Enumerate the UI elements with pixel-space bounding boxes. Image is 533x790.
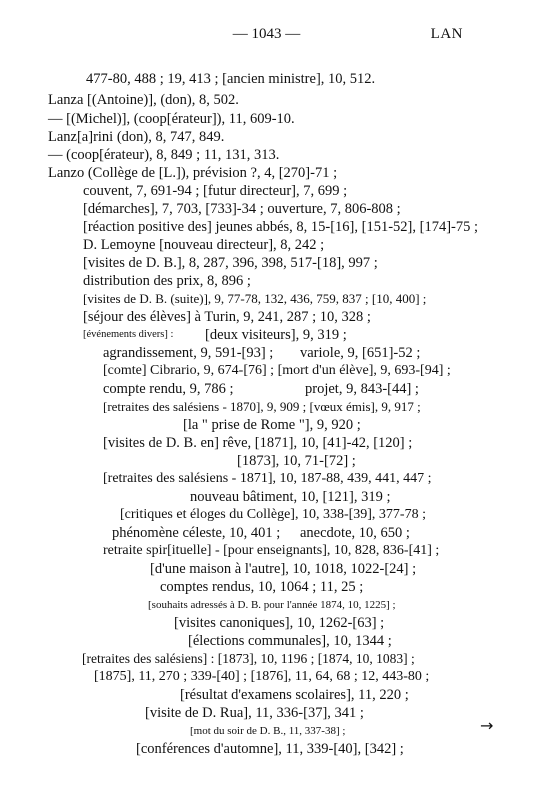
index-line: couvent, 7, 691-94 ; [futur directeur], 7, 699 ; [83, 183, 348, 199]
index-line: [souhaits adressés à D. B. pour l'année 1874, 10, 1225] ; [148, 599, 396, 611]
index-line: [visite de D. Rua], 11, 336-[37], 341 ; [145, 705, 364, 721]
index-line: [visites de D. B. (suite)], 9, 77-78, 132, 436, 759, 837 ; [10, 400] ; [83, 291, 427, 306]
running-head: LAN [430, 26, 463, 42]
index-line: [deux visiteurs], 9, 319 ; [205, 327, 347, 343]
index-line: [la " prise de Rome "], 9, 920 ; [183, 417, 361, 433]
index-line: [visites de D. B. en] rêve, [1871], 10, [41]-42, [120] ; [103, 435, 413, 451]
index-line: nouveau bâtiment, 10, [121], 319 ; [190, 489, 391, 505]
index-line: [réaction positive des] jeunes abbés, 8, 15-[16], [151-52], [174]-75 ; [83, 219, 479, 235]
index-line: [1873], 10, 71-[72] ; [237, 453, 356, 469]
index-line: — [(Michel)], (coop[érateur]), 11, 609-10. [48, 111, 295, 127]
index-line: [comte] Cibrario, 9, 674-[76] ; [mort d'un élève], 9, 693-[94] ; [103, 363, 451, 378]
index-line: agrandissement, 9, 591-[93] ; [103, 345, 274, 361]
index-line: [retraites des salésiens - 1870], 9, 909 ; [vœux émis], 9, 917 ; [103, 399, 421, 414]
index-line: comptes rendus, 10, 1064 ; 11, 25 ; [160, 579, 364, 595]
index-line: [retraites des salésiens - 1871], 10, 187-88, 439, 441, 447 ; [103, 471, 432, 486]
index-line: [résultat d'examens scolaires], 11, 220 ; [180, 687, 409, 703]
index-line: [élections communales], 10, 1344 ; [188, 633, 392, 649]
index-subheading: [événements divers] : [83, 329, 174, 340]
index-entry-lanzo: Lanzo (Collège de [L.]), prévision ?, 4, [270]-71 ; [48, 165, 338, 181]
index-line: projet, 9, 843-[44] ; [305, 381, 419, 397]
index-line: [séjour des élèves] à Turin, 9, 241, 287 ; 10, 328 ; [83, 309, 371, 325]
index-line: [visites de D. B.], 8, 287, 396, 398, 517-[18], 997 ; [83, 255, 378, 271]
index-line: retraite spir[ituelle] - [pour enseignants], 10, 828, 836-[41] ; [103, 543, 440, 558]
index-line: distribution des prix, 8, 896 ; [83, 273, 251, 289]
index-line: [retraites des salésiens] : [1873], 10, 1196 ; [1874, 10, 1083] ; [82, 651, 415, 666]
index-line: [conférences d'automne], 11, 339-[40], [342] ; [136, 741, 404, 757]
index-line: [critiques et éloges du Collège], 10, 338-[39], 377-78 ; [120, 507, 426, 522]
index-line: D. Lemoyne [nouveau directeur], 8, 242 ; [83, 237, 325, 253]
page-number: — 1043 — [232, 26, 301, 42]
index-line: 477-80, 488 ; 19, 413 ; [ancien ministre], 10, 512. [86, 71, 376, 87]
index-line: [d'une maison à l'autre], 10, 1018, 1022-[24] ; [150, 561, 417, 577]
index-line: anecdote, 10, 650 ; [300, 525, 410, 541]
index-entry-lanza: Lanza [(Antoine)], (don), 8, 502. [48, 92, 239, 108]
index-line: compte rendu, 9, 786 ; [103, 381, 234, 397]
index-entry-lanzarini: Lanz[a]rini (don), 8, 747, 849. [48, 129, 225, 145]
index-line: [démarches], 7, 703, [733]-34 ; ouverture, 7, 806-808 ; [83, 201, 401, 217]
index-line: [mot du soir de D. B., 11, 337-38] ; [190, 725, 346, 737]
index-line: variole, 9, [651]-52 ; [300, 345, 421, 361]
index-line: phénomène céleste, 10, 401 ; [112, 525, 281, 541]
index-line: [1875], 11, 270 ; 339-[40] ; [1876], 11, 64, 68 ; 12, 443-80 ; [94, 669, 430, 684]
continuation-arrow-icon: → [480, 716, 494, 735]
index-line: [visites canoniques], 10, 1262-[63] ; [174, 615, 385, 631]
index-line: — (coop[érateur), 8, 849 ; 11, 131, 313. [48, 147, 280, 163]
